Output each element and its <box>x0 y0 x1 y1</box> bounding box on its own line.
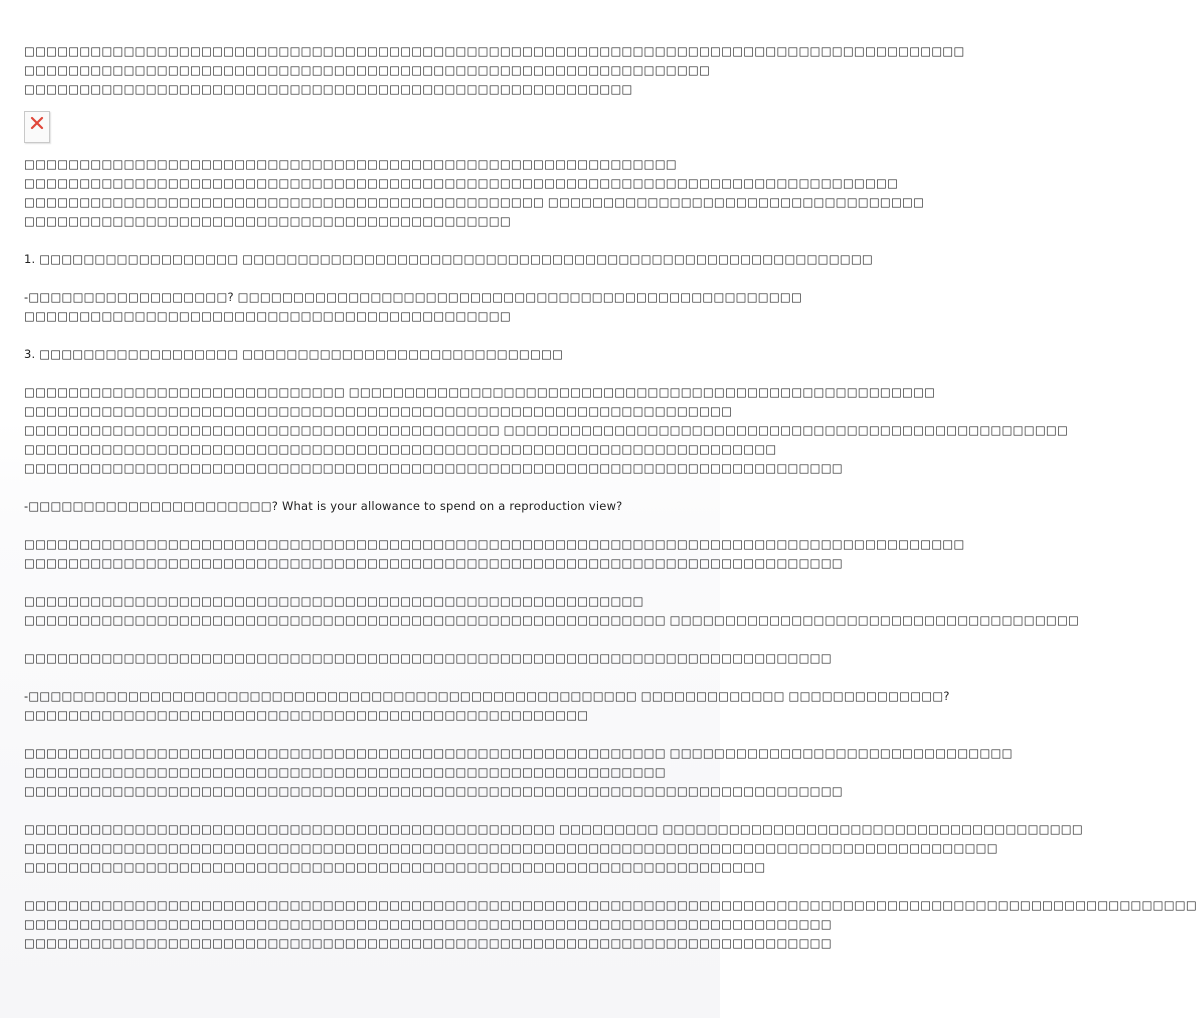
paragraph <box>24 383 1069 478</box>
spacer <box>24 269 700 288</box>
spacer <box>24 668 700 687</box>
text-line: -□□□□□□□□□□□□□□□□□□□□□□□□□□□□□□□□□□□□□□□□□□□□□□□□□□□□□□□ □□□□□□□□□□□□□ □□□□□□□□□□□□□□? <box>24 689 950 703</box>
paragraph <box>24 250 873 269</box>
spacer <box>24 573 700 592</box>
text-line: □□□□□□□□□□□□□□□□□□□□□□□□□□□□□□□□□□□□□□□□□□□□ <box>24 309 511 323</box>
paragraph <box>24 592 1080 630</box>
image-placeholder <box>24 111 50 143</box>
spacer <box>24 725 700 744</box>
text-line: □□□□□□□□□□□□□□□□□□□□□□□□□□□□□□□□□□□□□□□□□□□□□□□□□□□□□□□□□□□□□□□□□□□ <box>24 860 766 874</box>
text-line: □□□□□□□□□□□□□□□□□□□□□□□□□□□□□□□□□□□□□□□□□□□□□□□□□□□□□□□□□□ □□□□□□□□□□□□□□□□□□□□□□□□□□□□□□□□□□□□□ <box>24 613 1080 627</box>
spacer <box>24 231 700 250</box>
document-body <box>24 42 1197 953</box>
text-line: □□□□□□□□□□□□□□□□□□□□□□□□□□□□□□□□□□□□□□□□□□□□□□□□□□□□□□□□ <box>24 594 644 608</box>
text-line: □□□□□□□□□□□□□□□□□□□□□□□□□□□□□□□□□□□□□□□□□□□□□□□□□□□□□□□□□□□□□□□□□□□□□□□□□□ <box>24 784 843 798</box>
paragraph <box>24 155 925 231</box>
spacer <box>24 516 700 535</box>
text-line: □□□□□□□□□□□□□□□□□□□□□□□□□□□□□□□□□□□□□□□□□□□□□□□□□□□□□□□□□□□□□□□□□□□□□□□□□□□□□□□ <box>24 176 899 190</box>
paragraph <box>24 820 1083 877</box>
paragraph <box>24 744 1013 801</box>
text-line: □□□□□□□□□□□□□□□□□□□□□□□□□□□□□□□□□□□□□□□□□□□□□□□□□□□□□□□□□□□□□□ <box>24 63 711 77</box>
text-line: □□□□□□□□□□□□□□□□□□□□□□□□□□□□□□□□□□□□□□□□□□□□□□□□□□□□□□□□□□□□□□□□□□□□□□□□□□□□□□□□□□□□□□□□□□□□□□□□□□□□□□□□□□ <box>24 898 1197 912</box>
text-line: -□□□□□□□□□□□□□□□□□□? □□□□□□□□□□□□□□□□□□□□□□□□□□□□□□□□□□□□□□□□□□□□□□□□□□□ <box>24 290 803 304</box>
text-line: □□□□□□□□□□□□□□□□□□□□□□□□□□□□□□□□□□□□□□□□□□□□□□□□□□□□□□□□□□□□□□□□□□□□□□□□□□ <box>24 556 843 570</box>
text-line: □□□□□□□□□□□□□□□□□□□□□□□□□□□□□□□□□□□□□□□□□□□□□□□□ □□□□□□□□□ □□□□□□□□□□□□□□□□□□□□□□□□□□□□□□□□□□□□□□ <box>24 822 1083 836</box>
paragraph <box>24 288 803 326</box>
text-line: □□□□□□□□□□□□□□□□□□□□□□□□□□□□□□□□□□□□□□□□□□□□□□□□□□□□□□□□□□□□□□□□□□□□□□□□□□□□□□□□□□□□□ <box>24 537 965 551</box>
text-line: □□□□□□□□□□□□□□□□□□□□□□□□□□□□□□□□□□□□□□□□□□□□□□□□□□□□□□□□□□□ <box>24 157 677 171</box>
paragraph <box>24 687 950 725</box>
close-x-icon <box>30 116 44 130</box>
text-line: □□□□□□□□□□□□□□□□□□□□□□□□□□□□□□□□□□□□□□□□□□□□□□□□□□□ <box>24 708 589 722</box>
spacer <box>24 877 700 896</box>
spacer <box>24 630 700 649</box>
paragraph <box>24 42 965 99</box>
text-line: □□□□□□□□□□□□□□□□□□□□□□□□□□□□□□□□□□□□□□□□□□□□□□□□□□□□□□□□□□□□□□□□□□□□□□□□□□□□□□□□□□□□□□□□ <box>24 841 998 855</box>
broken-image-icon <box>24 111 50 143</box>
text-line: □□□□□□□□□□□□□□□□□□□□□□□□□□□□□ □□□□□□□□□□□□□□□□□□□□□□□□□□□□□□□□□□□□□□□□□□□□□□□□□□□□□ <box>24 385 936 399</box>
text-line: □□□□□□□□□□□□□□□□□□□□□□□□□□□□□□□□□□□□□□□□□□□□□□□□□□□□□□□□□□□□□□□□□□□□□□□□□ <box>24 917 832 931</box>
text-line: □□□□□□□□□□□□□□□□□□□□□□□□□□□□□□□□□□□□□□□□□□□ □□□□□□□□□□□□□□□□□□□□□□□□□□□□□□□□□□□□□□□□□□□□□□□□□□□ <box>24 423 1069 437</box>
text-line: -□□□□□□□□□□□□□□□□□□□□□□? What is your allowance to spend on a reproduction view? <box>24 499 623 513</box>
text-line: □□□□□□□□□□□□□□□□□□□□□□□□□□□□□□□□□□□□□□□□□□□□□□□□□□□□□□□□□□□□□□□□□□□□□□□□□ <box>24 651 832 665</box>
spacer <box>24 326 700 345</box>
spacer <box>24 364 700 383</box>
spacer <box>24 478 700 497</box>
text-line: □□□□□□□□□□□□□□□□□□□□□□□□□□□□□□□□□□□□□□□□□□□□□□□□□□□□□□□□□□□□□□□□□□□□ <box>24 442 777 456</box>
text-line: □□□□□□□□□□□□□□□□□□□□□□□□□□□□□□□□□□□□□□□□□□□□ <box>24 214 511 228</box>
paragraph <box>24 345 700 364</box>
text-line: □□□□□□□□□□□□□□□□□□□□□□□□□□□□□□□□□□□□□□□□□□□□□□□□□□□□□□□ <box>24 82 633 96</box>
text-line: 3. □□□□□□□□□□□□□□□□□□ □□□□□□□□□□□□□□□□□□□□□□□□□□□□□ <box>24 347 564 361</box>
paragraph <box>24 649 832 668</box>
paragraph <box>24 497 700 516</box>
paragraph <box>24 535 965 573</box>
text-line: □□□□□□□□□□□□□□□□□□□□□□□□□□□□□□□□□□□□□□□□□□□□□□□□□□□□□□□□□□□□□□□□□□□□□□□□□□□□□□□□□□□□□ <box>24 44 965 58</box>
text-line: □□□□□□□□□□□□□□□□□□□□□□□□□□□□□□□□□□□□□□□□□□□□□□□ □□□□□□□□□□□□□□□□□□□□□□□□□□□□□□□□□□ <box>24 195 925 209</box>
text-line: □□□□□□□□□□□□□□□□□□□□□□□□□□□□□□□□□□□□□□□□□□□□□□□□□□□□□□□□□□□□□□□□□□□□□□□□□ <box>24 936 832 950</box>
text-line: □□□□□□□□□□□□□□□□□□□□□□□□□□□□□□□□□□□□□□□□□□□□□□□□□□□□□□□□□□□□□□□□□□□□□□□□□□ <box>24 461 843 475</box>
text-line: □□□□□□□□□□□□□□□□□□□□□□□□□□□□□□□□□□□□□□□□□□□□□□□□□□□□□□□□□□ □□□□□□□□□□□□□□□□□□□□□□□□□□□□□□□ <box>24 746 1013 760</box>
text-line: 1. □□□□□□□□□□□□□□□□□□ □□□□□□□□□□□□□□□□□□□□□□□□□□□□□□□□□□□□□□□□□□□□□□□□□□□□□□□□□ <box>24 252 873 266</box>
paragraph <box>24 896 1197 953</box>
text-line: □□□□□□□□□□□□□□□□□□□□□□□□□□□□□□□□□□□□□□□□□□□□□□□□□□□□□□□□□□ <box>24 765 666 779</box>
spacer <box>24 801 700 820</box>
text-line: □□□□□□□□□□□□□□□□□□□□□□□□□□□□□□□□□□□□□□□□□□□□□□□□□□□□□□□□□□□□□□□□ <box>24 404 733 418</box>
